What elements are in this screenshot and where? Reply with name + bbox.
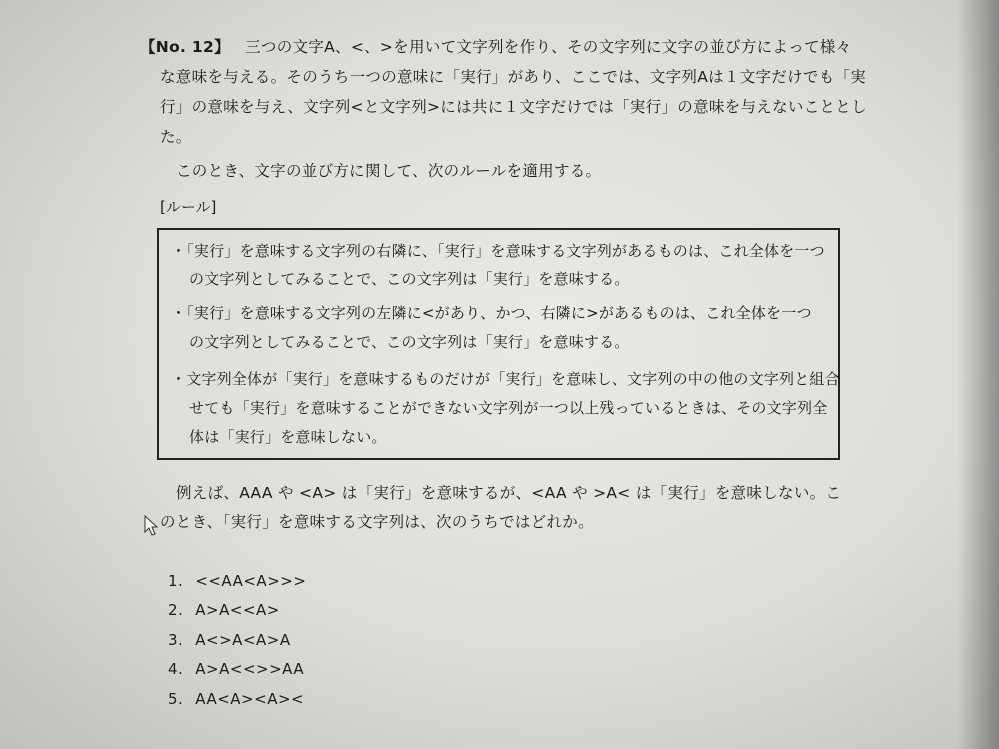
question-line-4: た。 [160,128,192,146]
rule-line-1: ・「実行」を意味する文字列の右隣に、「実行」を意味する文字列があるものは、これ全体を一つ [171,242,825,260]
option-text: A<>A<A>A [195,631,291,649]
option-number: 2. [168,601,184,619]
option-text: <<AA<A>>> [195,572,307,590]
example-line-1: 例えば、AAA や <A> は「実行」を意味するが、<AA や >A< は「実行」を意味しない。こ [176,484,842,502]
rule-heading: [ルール] [160,198,217,216]
rule-line-7: 体は「実行」を意味しない。 [189,428,387,446]
option-5[interactable] [168,690,304,708]
option-text: A>A<<A> [195,601,280,619]
example-line-2: のとき、「実行」を意味する文字列は、次のうちではどれか。 [160,513,594,531]
rule-line-2: の文字列としてみることで、この文字列は「実行」を意味する。 [189,270,630,288]
mouse-pointer-icon [144,515,158,537]
rule-line-5: ・文字列全体が「実行」を意味するものだけが「実行」を意味し、文字列の中の他の文字列と組合 [171,370,840,388]
option-2[interactable] [168,601,280,619]
option-1[interactable] [168,572,306,590]
option-text: A>A<<>>AA [195,660,305,678]
rule-line-6: せても「実行」を意味することができない文字列が一つ以上残っているときは、その文字列全 [189,399,828,417]
option-text: AA<A><A>< [195,690,305,708]
question-line-2: な意味を与える。そのうち一つの意味に「実行」があり、ここでは、文字列Aは１文字だけでも「実 [160,68,867,86]
question-text-1: 三つの文字A、<、>を用いて文字列を作り、その文字列に文字の並び方によって様々 [245,38,852,56]
rule-box [157,228,840,460]
question-line-5: このとき、文字の並び方に関して、次のルールを適用する。 [176,162,602,180]
question-number: 【No. 12】 [140,38,230,56]
question-line-3: 行」の意味を与え、文字列<と文字列>には共に１文字だけでは「実行」の意味を与えないこととし [160,98,867,116]
option-number: 5. [168,690,184,708]
option-3[interactable] [168,631,291,649]
option-number: 1. [168,572,184,590]
question-line-1 [140,36,851,58]
option-number: 4. [168,660,184,678]
screen-edge-shadow [957,0,999,749]
rule-line-4: の文字列としてみることで、この文字列は「実行」を意味する。 [189,333,630,351]
rule-line-3: ・「実行」を意味する文字列の左隣に<があり、かつ、右隣に>があるものは、これ全体を一つ [171,304,812,322]
option-number: 3. [168,631,184,649]
option-4[interactable] [168,660,304,678]
